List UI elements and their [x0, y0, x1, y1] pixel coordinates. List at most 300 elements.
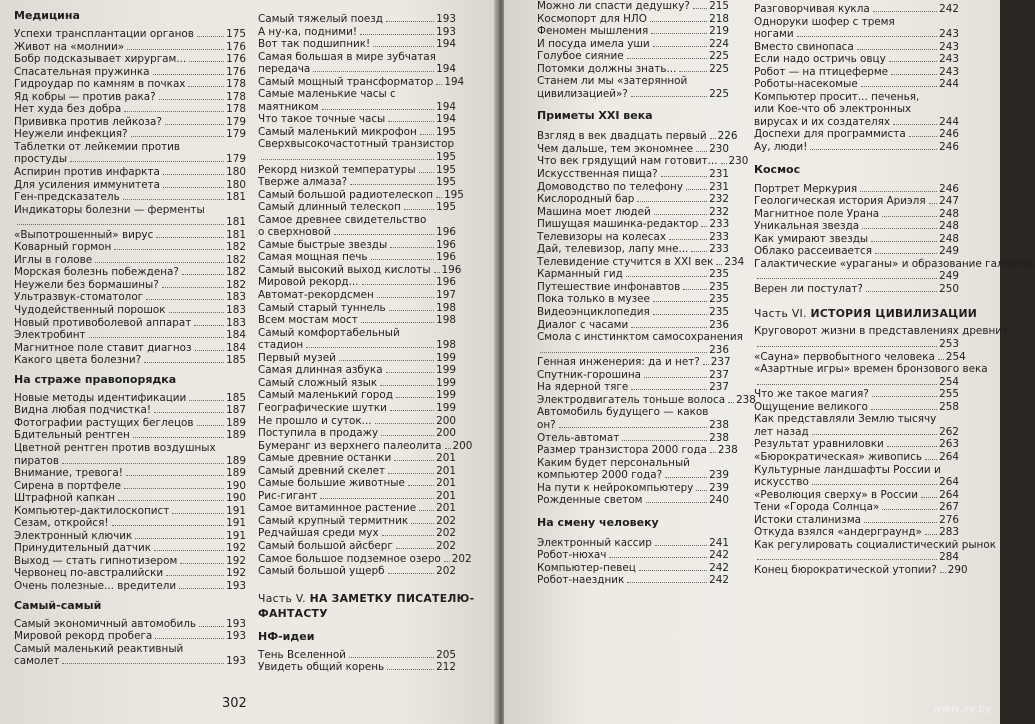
entry-title: Гидроудар по камням в почках — [14, 78, 186, 91]
entry-title: передача — [258, 63, 311, 76]
entry-page: 198 — [436, 301, 456, 314]
toc-entry — [258, 389, 456, 402]
toc-entry — [754, 376, 959, 389]
entry-page: 183 — [226, 316, 246, 329]
toc-entry — [258, 75, 465, 89]
entry-title: Видеоэнциклопедия — [537, 306, 650, 319]
entry-title: На пути к нейрокомпьютеру — [537, 481, 694, 494]
entry-title: Взгляд в век двадцать первый — [537, 130, 707, 143]
toc-entry — [258, 352, 456, 365]
entry-page: 250 — [939, 282, 959, 295]
dot-leader — [797, 36, 938, 37]
toc-entry — [258, 226, 456, 239]
dot-leader — [381, 435, 434, 436]
dot-leader — [154, 550, 224, 551]
dot-leader — [686, 189, 707, 190]
part-title: ИСТОРИЯ ЦИВИЛИЗАЦИИ — [810, 307, 978, 321]
entry-page: 236 — [709, 318, 729, 331]
section-heading: Самый-самый — [14, 598, 102, 612]
toc-entry — [258, 26, 456, 39]
entry-page: 242 — [709, 574, 729, 587]
toc-entry — [258, 552, 472, 566]
section-heading: НФ-идеи — [258, 629, 315, 643]
entry-title: Станем ли мы «затерянной — [537, 75, 688, 88]
entry-page: 201 — [436, 464, 456, 477]
entry-page: 254 — [945, 350, 966, 363]
toc-entry — [14, 103, 246, 116]
toc-entry — [537, 63, 729, 76]
toc-entry — [754, 401, 959, 414]
dot-leader — [163, 174, 224, 175]
entry-page: 202 — [451, 552, 472, 565]
toc-entry — [754, 270, 959, 283]
entry-page: 230 — [709, 142, 729, 155]
entry-title: «Бюрократическая» живопись — [754, 450, 923, 463]
dot-leader — [757, 278, 937, 279]
dot-leader — [361, 322, 434, 323]
entry-title: Самое большое подземное озеро — [258, 552, 441, 565]
toc-entry — [754, 91, 959, 104]
toc-entry — [258, 239, 456, 252]
dot-leader — [716, 264, 722, 265]
dot-leader — [70, 161, 224, 162]
toc-entry — [537, 143, 729, 156]
toc-entry — [14, 241, 246, 254]
entry-title: Путешествие инфонавтов — [537, 280, 681, 293]
entry-page: 194 — [436, 63, 456, 76]
toc-entry — [537, 381, 729, 394]
entry-title: Компьютер-певец — [537, 561, 636, 574]
dot-leader — [172, 513, 224, 514]
entry-page: 194 — [436, 38, 456, 51]
dot-leader — [182, 274, 224, 275]
entry-page: 205 — [436, 648, 456, 661]
part-heading — [258, 591, 475, 605]
dot-leader — [166, 575, 224, 576]
toc-entry — [258, 527, 456, 540]
toc-entry — [258, 302, 456, 315]
dot-leader — [654, 214, 707, 215]
entry-title: Не прошло и суток... — [258, 414, 372, 427]
toc-entry — [537, 206, 729, 219]
toc-entry — [537, 549, 729, 562]
entry-page: 199 — [436, 401, 456, 414]
section-heading: На смену человеку — [537, 515, 659, 529]
entry-page: 243 — [939, 28, 959, 41]
entry-page: 248 — [939, 232, 959, 245]
dot-leader — [419, 510, 434, 511]
toc-column-3 — [537, 0, 756, 587]
dot-leader — [889, 61, 937, 62]
entry-page: 226 — [717, 130, 738, 143]
entry-page: 234 — [724, 255, 745, 268]
entry-title: Спасательная пружинка — [14, 65, 150, 78]
entry-title: Что же такое магия? — [754, 388, 869, 401]
entry-page: 183 — [226, 291, 246, 304]
dot-leader — [665, 477, 707, 478]
toc-entry — [258, 515, 456, 528]
toc-entry — [14, 329, 246, 342]
dot-leader — [693, 8, 707, 9]
toc-entry — [754, 183, 959, 196]
dot-leader — [639, 570, 707, 571]
entry-title: Самый маленький микрофон — [258, 125, 417, 138]
toc-entry — [754, 464, 959, 477]
entry-title: Размер транзистора 2000 года — [537, 444, 707, 457]
dot-leader — [133, 437, 224, 438]
toc-entry — [258, 251, 456, 264]
entry-title: ногами — [754, 28, 794, 41]
dot-leader — [360, 34, 434, 35]
dot-leader — [925, 534, 937, 535]
entry-title: Галактические «ураганы» и образование галактик — [754, 257, 1035, 270]
dot-leader — [710, 452, 716, 453]
toc-entry — [537, 482, 729, 495]
entry-page: 235 — [709, 306, 729, 319]
entry-title: Доспехи для программиста — [754, 128, 906, 141]
entry-title: Коварный гормон — [14, 241, 112, 254]
entry-page: 196 — [441, 263, 462, 276]
toc-entry — [754, 325, 1009, 338]
entry-page: 185 — [226, 354, 246, 367]
dot-leader — [373, 46, 434, 47]
toc-entry — [258, 415, 456, 428]
toc-entry — [537, 268, 729, 281]
dot-leader — [155, 638, 224, 639]
dot-leader — [156, 237, 224, 238]
dot-leader — [909, 136, 937, 137]
dot-leader — [146, 299, 224, 300]
dot-leader — [188, 86, 224, 87]
entry-title: Иглы в голове — [14, 253, 93, 266]
dot-leader — [436, 84, 442, 85]
entry-page: 249 — [939, 245, 959, 258]
toc-entry — [258, 364, 456, 377]
entry-title: маятником — [258, 100, 319, 113]
entry-title: Самые древние останки — [258, 452, 392, 465]
dot-leader — [631, 327, 707, 328]
toc-entry — [258, 63, 456, 76]
dot-leader — [199, 626, 224, 627]
entry-title: Тверже алмаза? — [258, 176, 348, 189]
toc-entry — [537, 88, 729, 101]
dot-leader — [404, 209, 434, 210]
entry-title: Ау, люди! — [754, 141, 808, 154]
entry-title: Пишущая машинка-редактор — [537, 218, 699, 231]
toc-entry — [754, 53, 959, 66]
entry-page: 191 — [226, 517, 246, 530]
dot-leader — [371, 259, 435, 260]
dot-leader — [17, 224, 224, 225]
entry-title: Электробинт — [14, 329, 86, 342]
entry-title: «Революция сверху» в России — [754, 488, 919, 501]
toc-entry — [537, 331, 743, 344]
dot-leader — [436, 197, 442, 198]
toc-entry — [754, 141, 959, 154]
entry-title: самолет — [14, 655, 60, 668]
entry-title: На ядерной тяге — [537, 381, 629, 394]
entry-page: 233 — [709, 218, 730, 231]
entry-page: 249 — [939, 270, 959, 283]
toc-entry — [537, 25, 729, 38]
dot-leader — [646, 502, 708, 503]
dot-leader — [875, 253, 937, 254]
entry-title: Для усиления иммунитета — [14, 178, 161, 191]
entry-page: 202 — [436, 527, 456, 540]
entry-title: Одноруки шофер с тремя — [754, 15, 895, 28]
dot-leader — [387, 669, 434, 670]
dot-leader — [710, 138, 716, 139]
entry-page: 258 — [939, 400, 959, 413]
toc-entry — [14, 655, 246, 668]
toc-entry — [754, 388, 959, 401]
entry-title: Рожденные светом — [537, 494, 643, 507]
toc-entry — [537, 155, 749, 168]
toc-entry — [537, 38, 729, 51]
entry-page: 264 — [939, 450, 959, 463]
dot-leader — [661, 176, 708, 177]
entry-page: 248 — [939, 207, 959, 220]
dot-leader — [696, 151, 707, 152]
entry-page: 196 — [436, 238, 456, 251]
toc-entry — [537, 181, 729, 194]
toc-entry — [14, 191, 246, 204]
toc-entry — [258, 126, 456, 139]
entry-title: Бумеранг из верхнего палеолита — [258, 439, 442, 452]
entry-page: 180 — [226, 178, 246, 191]
toc-entry — [537, 255, 745, 269]
toc-entry — [754, 426, 959, 439]
dot-leader — [627, 58, 708, 59]
entry-title: Какого цвета болезни? — [14, 354, 142, 367]
dot-leader — [334, 234, 434, 235]
entry-title: Геологическая история Ариэля — [754, 195, 926, 208]
part-heading — [754, 307, 978, 321]
entry-title: стадион — [258, 339, 304, 352]
entry-title: Истоки сталинизма — [754, 513, 862, 526]
entry-page: 242 — [709, 561, 729, 574]
entry-page: 230 — [728, 155, 749, 168]
entry-title: Успехи трансплантации органов — [14, 28, 194, 40]
entry-title: И посуда имела уши — [537, 37, 650, 50]
dot-leader — [866, 291, 937, 292]
toc-column-1 — [14, 9, 246, 668]
entry-page: 243 — [939, 53, 959, 66]
entry-title: Уникальная звезда — [754, 220, 860, 233]
entry-title: Вместо свинопаса — [754, 40, 854, 53]
entry-page: 193 — [226, 630, 246, 643]
entry-page: 191 — [226, 529, 246, 542]
entry-title: Облако рассеивается — [754, 245, 872, 258]
dot-leader — [873, 11, 937, 12]
toc-entry — [258, 276, 456, 289]
toc-entry — [14, 342, 246, 355]
dot-leader — [631, 389, 707, 390]
toc-entry — [537, 444, 738, 457]
entry-title: Магнитное поле Урана — [754, 207, 880, 220]
toc-entry — [754, 451, 959, 464]
dot-leader — [444, 561, 450, 562]
entry-page: 179 — [226, 128, 246, 141]
toc-entry — [14, 467, 246, 480]
toc-entry — [258, 402, 456, 415]
entry-page: 184 — [226, 341, 246, 354]
section-heading: Медицина — [14, 9, 80, 22]
entry-title: Что такое точные часы — [258, 113, 386, 126]
toc-entry — [754, 233, 959, 246]
dot-leader — [609, 557, 707, 558]
entry-page: 200 — [436, 427, 456, 440]
toc-entry — [258, 201, 456, 214]
entry-title: Портрет Меркурия — [754, 182, 858, 195]
entry-page: 233 — [709, 230, 729, 243]
entry-title: Феномен мышления — [537, 25, 649, 38]
toc-entry — [14, 404, 246, 417]
entry-page: 189 — [226, 467, 246, 480]
part-title: ФАНТАСТУ — [258, 606, 328, 620]
entry-title: Редчайшая среди мух — [258, 527, 379, 540]
entry-title: Чем дальше, тем экономнее — [537, 142, 693, 155]
toc-entry — [258, 176, 456, 189]
entry-page: 224 — [709, 37, 729, 50]
entry-title: Самые маленькие часы с — [258, 88, 396, 101]
toc-entry — [537, 537, 729, 550]
entry-title: Внимание, тревога! — [14, 467, 123, 480]
entry-page: 180 — [226, 166, 246, 179]
entry-title: Морская болезнь побеждена? — [14, 266, 179, 279]
dot-leader — [159, 99, 225, 100]
toc-entry — [258, 289, 456, 302]
toc-entry — [14, 580, 246, 593]
dot-leader — [860, 191, 937, 192]
entry-title: «Выпотрошенный» вирус — [14, 228, 154, 241]
entry-page: 215 — [709, 0, 729, 12]
entry-title: Самый старый туннель — [258, 301, 386, 314]
toc-entry — [754, 438, 959, 451]
dot-leader — [162, 287, 224, 288]
entry-title: Самый высокий выход кислоты — [258, 263, 431, 276]
dot-leader — [408, 485, 434, 486]
entry-title: пиратов — [14, 454, 60, 467]
toc-entry — [537, 494, 729, 507]
dot-leader — [313, 71, 434, 72]
entry-title: Тень Вселенной — [258, 648, 346, 661]
entry-page: 198 — [436, 314, 456, 327]
entry-title: Самая длинная азбука — [258, 364, 383, 377]
dot-leader — [420, 134, 434, 135]
entry-title: Бдительный рентген — [14, 429, 130, 442]
dot-leader — [112, 525, 225, 526]
toc-entry — [754, 413, 959, 426]
entry-title: Робот-наездник — [537, 574, 625, 587]
entry-page: 193 — [436, 13, 456, 25]
entry-page: 244 — [939, 115, 959, 128]
entry-title: Бобр подсказывает хирургам... — [14, 53, 187, 66]
dot-leader — [653, 314, 707, 315]
dot-leader — [891, 74, 937, 75]
entry-title: Компьютер-дактилоскопист — [14, 504, 170, 517]
entry-title: Машина моет людей — [537, 205, 651, 218]
entry-title: Неужели инфекция? — [14, 128, 128, 141]
entry-page: 264 — [939, 488, 959, 501]
entry-title: Новые методы идентификации — [14, 391, 187, 404]
entry-page: 264 — [939, 476, 959, 489]
entry-title: Разговорчивая кукла — [754, 3, 870, 15]
toc-entry — [754, 195, 959, 208]
entry-page: 202 — [436, 514, 456, 527]
toc-entry — [537, 306, 729, 319]
dot-leader — [189, 400, 224, 401]
entry-page: 239 — [709, 481, 729, 494]
entry-title: Круговорот жизни в представлениях древних — [754, 325, 1009, 338]
entry-page: 200 — [436, 414, 456, 427]
entry-page: 178 — [226, 90, 246, 103]
toc-entry — [14, 630, 246, 643]
entry-title: Самый тяжелый поезд — [258, 13, 383, 25]
entry-page: 237 — [709, 368, 729, 381]
entry-page: 196 — [436, 226, 456, 239]
entry-title: Потомки должны знать... — [537, 62, 677, 75]
entry-page: 195 — [436, 176, 456, 189]
entry-title: Сезам, откройся! — [14, 517, 109, 530]
toc-entry — [14, 417, 246, 430]
part-title: НА ЗАМЕТКУ ПИСАТЕЛЮ- — [309, 591, 475, 605]
toc-entry — [754, 208, 959, 221]
toc-entry — [14, 317, 246, 330]
toc-entry — [754, 257, 1035, 271]
entry-title: он? — [537, 418, 556, 431]
dot-leader — [169, 312, 225, 313]
entry-title: Если надо остричь овцу — [754, 53, 886, 66]
toc-entry — [14, 91, 246, 104]
toc-entry — [258, 327, 456, 340]
entry-page: 201 — [436, 489, 456, 502]
toc-entry — [754, 501, 959, 514]
entry-title: Штрафной капкан — [14, 492, 116, 505]
entry-page: 182 — [226, 266, 246, 279]
entry-title: Рис-гигант — [258, 489, 318, 502]
dot-leader — [559, 427, 707, 428]
dot-leader — [644, 377, 707, 378]
entry-title: Ультразвук-стоматолог — [14, 291, 144, 304]
entry-title: Верен ли постулат? — [754, 282, 863, 295]
toc-entry — [14, 555, 246, 568]
toc-entry — [754, 563, 968, 577]
toc-entry — [14, 216, 246, 229]
entry-title: Самый сложный язык — [258, 376, 378, 389]
dot-leader — [124, 111, 224, 112]
entry-title: Самый мощный трансформатор — [258, 75, 434, 88]
entry-title: А ну-ка, подними! — [258, 25, 357, 38]
dot-leader — [434, 272, 440, 273]
dot-leader — [882, 509, 937, 510]
dot-leader — [390, 247, 434, 248]
entry-page: 192 — [226, 542, 246, 555]
dot-leader — [650, 21, 707, 22]
toc-entry — [14, 567, 246, 580]
entry-page: 201 — [436, 477, 456, 490]
toc-entry — [14, 53, 246, 66]
entry-title: Робот — на птицеферме — [754, 65, 889, 78]
toc-entry — [537, 75, 729, 88]
entry-title: Выход — стать гипнотизером — [14, 554, 178, 567]
entry-page: 212 — [436, 661, 456, 674]
entry-title: Увидеть общий корень — [258, 661, 385, 674]
toc-entry — [14, 480, 246, 493]
toc-entry — [258, 427, 456, 440]
dot-leader — [940, 572, 946, 573]
toc-entry — [14, 128, 246, 141]
